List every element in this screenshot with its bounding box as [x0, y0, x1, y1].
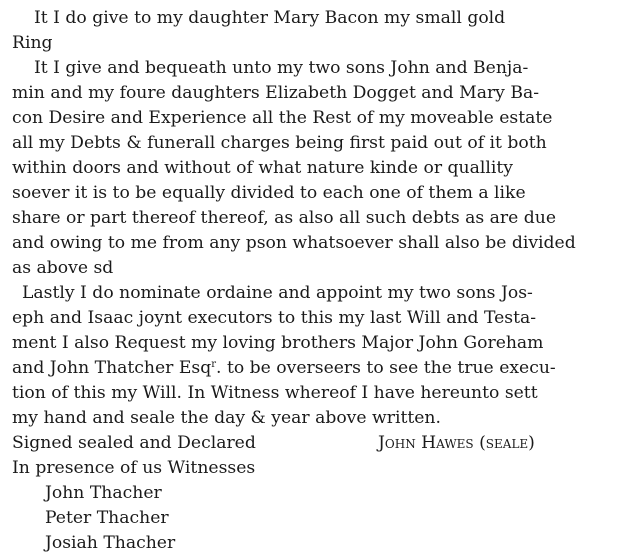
text-line: Ring: [12, 33, 53, 53]
text-line: all my Debts & funerall charges being first paid out of it both: [12, 133, 547, 153]
text-line: share or part thereof thereof, as also all such debts as are due: [12, 208, 557, 228]
superscript-r: r: [211, 359, 217, 370]
text-line: as above sd: [12, 258, 114, 278]
text-line: con Desire and Experience all the Rest of my moveable estate: [12, 108, 553, 128]
text-segment: . to be overseers to see the true execu-: [216, 358, 556, 378]
text-segment: and John Thatcher Esq: [12, 358, 212, 378]
text-line: tion of this my Will. In Witness whereof I have hereunto sett: [12, 383, 538, 403]
text-line: within doors and without of what nature kinde or quallity: [12, 158, 513, 178]
presence-line: In presence of us Witnesses: [12, 458, 256, 478]
text-line: and owing to me from any pson whatsoever shall also be divided: [12, 233, 576, 253]
text-line: It I do give to my daughter Mary Bacon my small gold: [34, 8, 506, 28]
text-line: Lastly I do nominate ordaine and appoint my two sons Jos-: [22, 283, 533, 303]
signed-line: Signed sealed and Declared: [12, 433, 256, 453]
text-line: my hand and seale the day & year above written.: [12, 408, 441, 428]
text-line: eph and Isaac joynt executors to this my last Will and Testa-: [12, 308, 537, 328]
witness-name: Josiah Thacher: [45, 533, 176, 553]
text-line: It I give and bequeath unto my two sons John and Benja-: [34, 58, 529, 78]
text-line: ment I also Request my loving brothers Major John Goreham: [12, 333, 544, 353]
text-line: soever it is to be equally divided to each one of them a like: [12, 183, 526, 203]
signature: John Hawes (seale): [378, 433, 535, 453]
witness-name: Peter Thacher: [45, 508, 169, 528]
text-line: [12, 356, 556, 381]
witness-name: John Thacher: [45, 483, 162, 503]
text-line: min and my foure daughters Elizabeth Dogget and Mary Ba-: [12, 83, 540, 103]
